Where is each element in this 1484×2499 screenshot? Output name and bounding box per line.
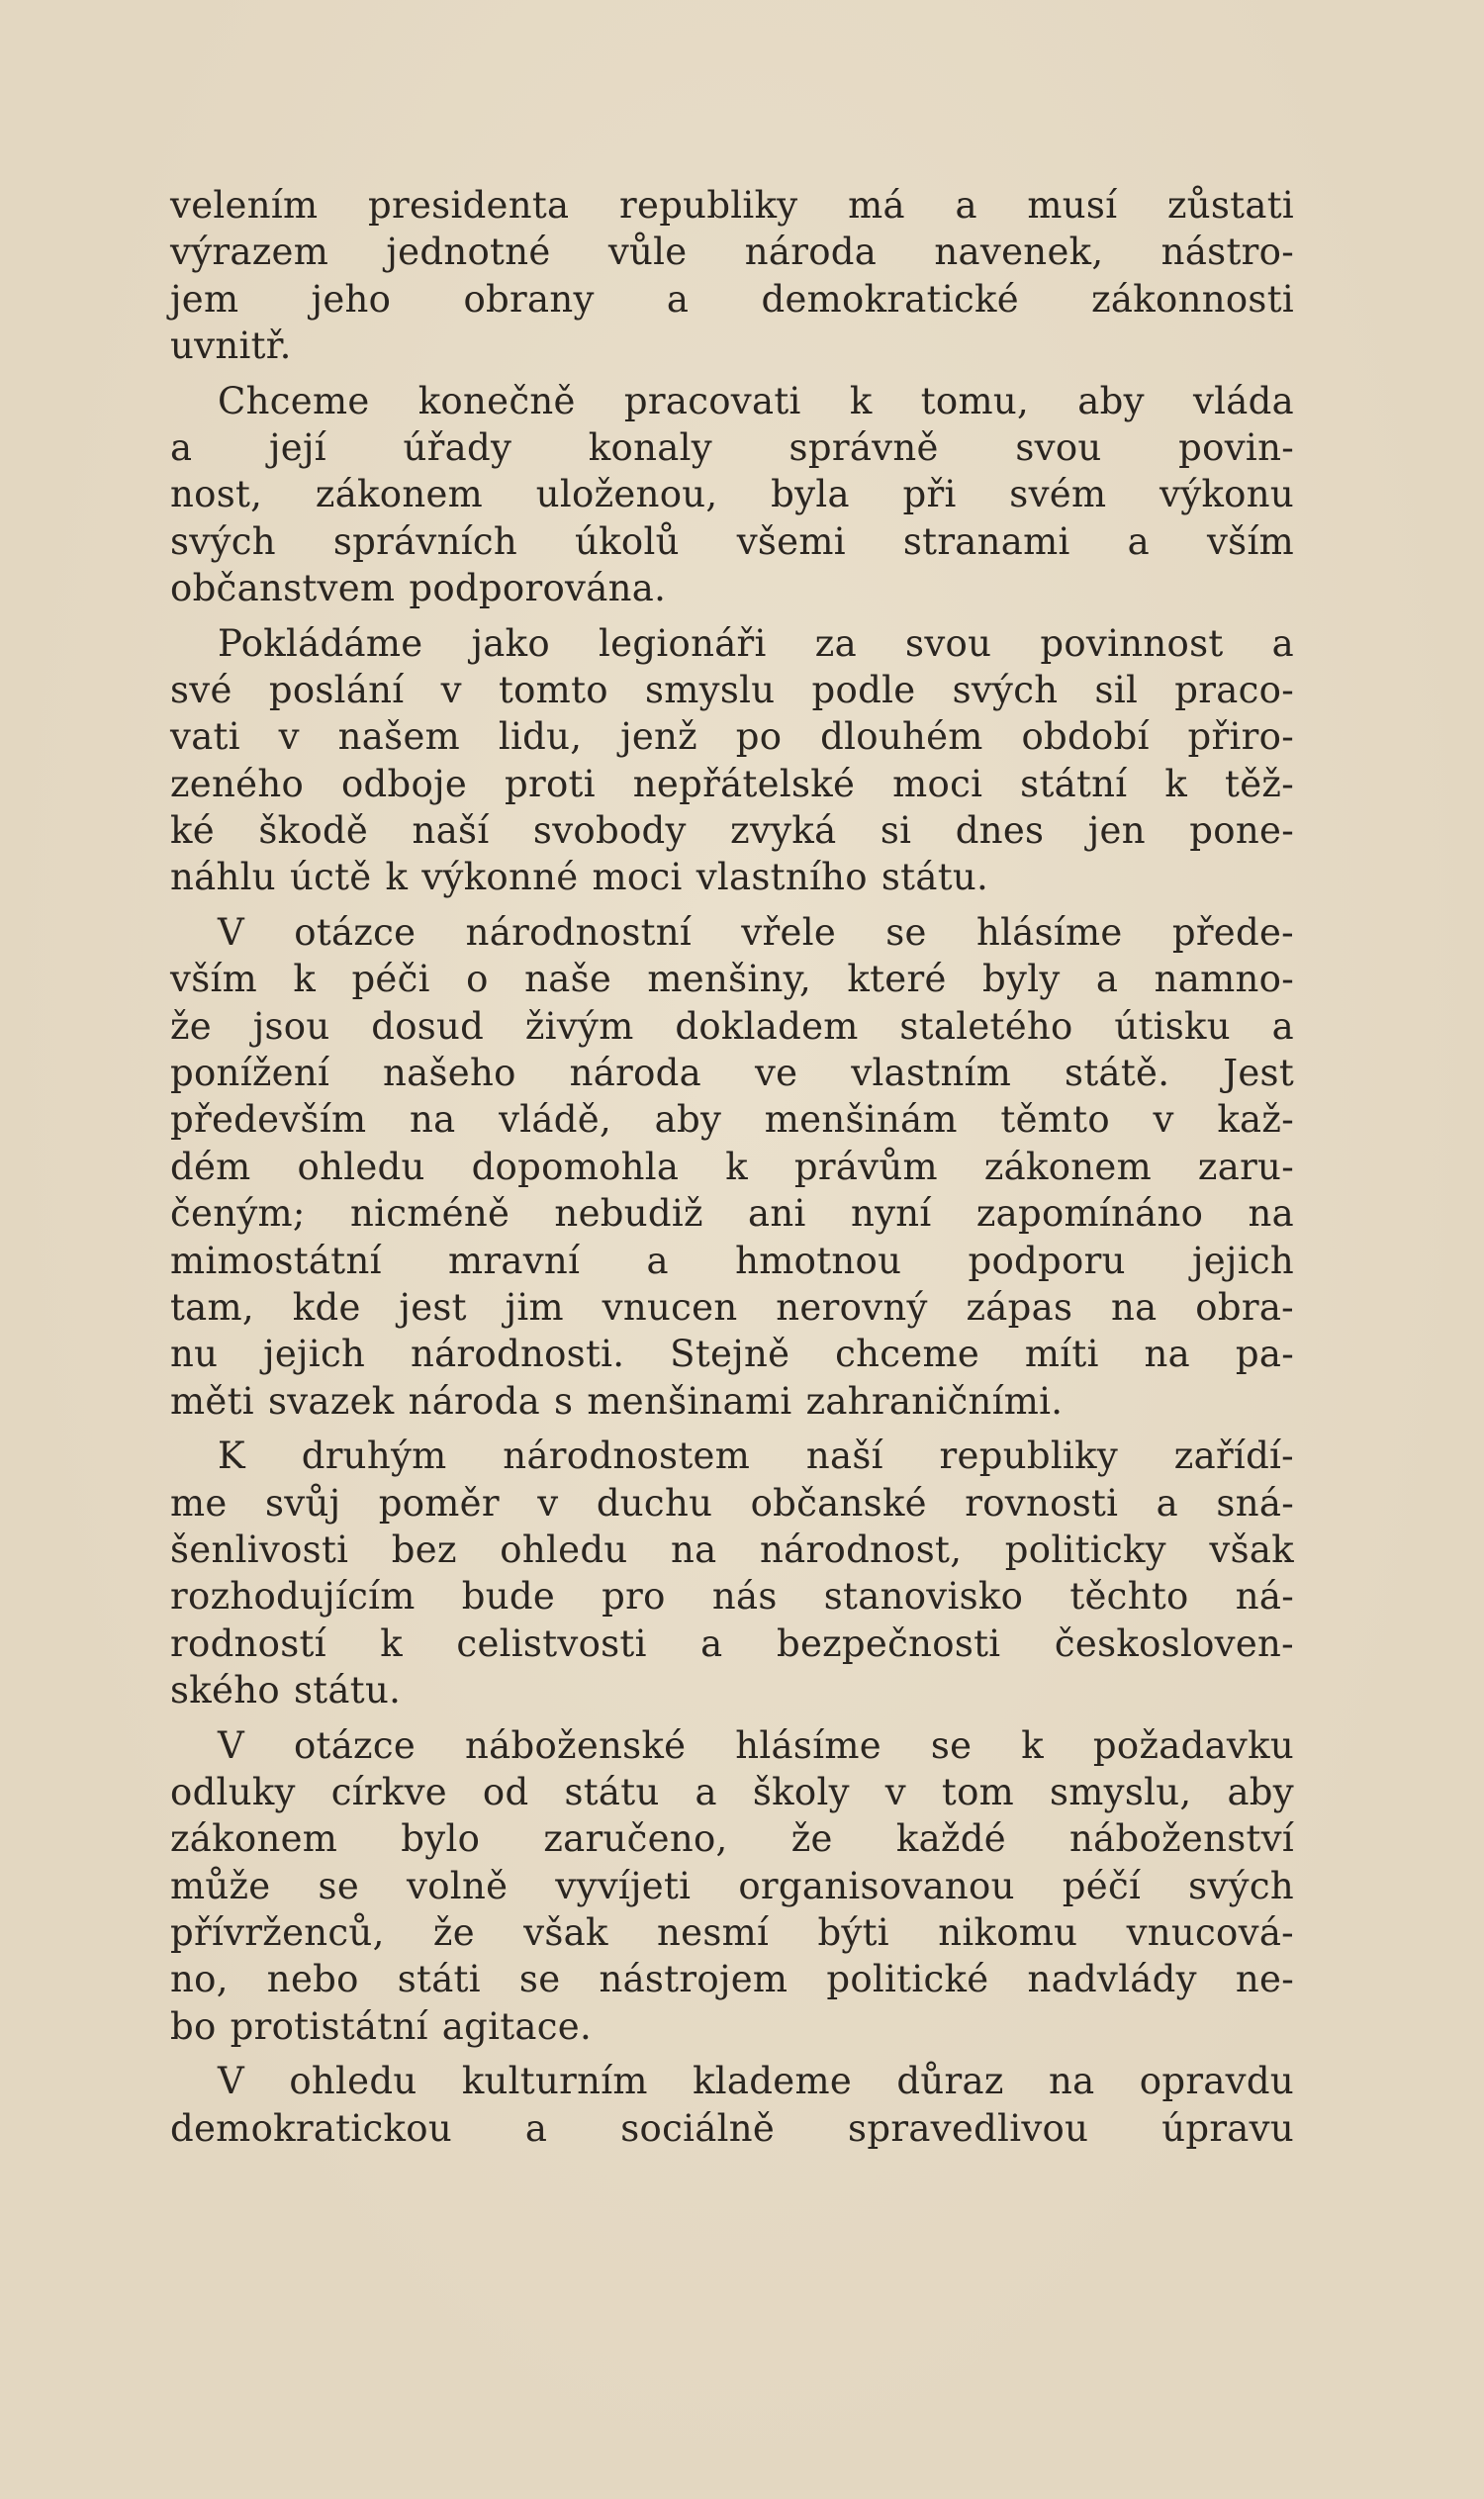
text-line: dém ohledu dopomohla k právům zákonem zaru-: [170, 1145, 1294, 1188]
text-line: čeným; nicméně nebudiž ani nyní zapomínáno na: [170, 1192, 1294, 1236]
text-line: a její úřady konaly správně svou povin-: [170, 425, 1294, 469]
text-line: občanstvem podporována.: [170, 567, 667, 610]
text-line: rodností k celistvosti a bezpečnosti českosloven-: [170, 1621, 1294, 1665]
text-line: zeného odboje proti nepřátelské moci státní k těž-: [170, 762, 1294, 805]
text-line: velením presidenta republiky má a musí zůstati: [170, 184, 1294, 227]
text-line: může se volně vyvíjeti organisovanou péčí svých: [170, 1864, 1294, 1907]
text-line: ského státu.: [170, 1669, 402, 1712]
text-line: že jsou dosud živým dokladem staletého útisku a: [170, 1004, 1294, 1048]
paragraph: [170, 378, 1294, 612]
text-line: V otázce národnostní vřele se hlásíme přede-: [218, 910, 1294, 954]
paragraph: [170, 1722, 1294, 2051]
text-line: Pokládáme jako legionáři za svou povinnost a: [218, 621, 1294, 665]
text-line: ké škodě naší svobody zvyká si dnes jen pone-: [170, 809, 1294, 853]
text-line: ponížení našeho národa ve vlastním státě. Jest: [170, 1052, 1294, 1095]
text-line: zákonem bylo zaručeno, že každé náboženství: [170, 1817, 1294, 1861]
text-line: nost, zákonem uloženou, byla při svém výkonu: [170, 473, 1294, 516]
paragraph: [170, 2058, 1294, 2152]
text-line: rozhodujícím bude pro nás stanovisko těchto ná-: [170, 1575, 1294, 1619]
text-line: vati v našem lidu, jenž po dlouhém období přiro-: [170, 715, 1294, 759]
text-line: především na vládě, aby menšinám těmto v kaž-: [170, 1098, 1294, 1142]
text-line: svých správních úkolů všemi stranami a vším: [170, 519, 1294, 563]
text-line: své poslání v tomto smyslu podle svých sil praco-: [170, 668, 1294, 711]
text-line: no, nebo státi se nástrojem politické nadvlády ne-: [170, 1958, 1294, 2001]
paragraph: [170, 909, 1294, 1425]
paragraph: [170, 182, 1294, 370]
text-line: šenlivosti bez ohledu na národnost, politicky však: [170, 1527, 1294, 1571]
text-line: V otázce náboženské hlásíme se k požadavku: [218, 1723, 1294, 1767]
text-line: jem jeho obrany a demokratické zákonnosti: [170, 277, 1294, 321]
text-line: V ohledu kulturním klademe důraz na opravdu: [218, 2060, 1294, 2103]
text-line: náhlu úctě k výkonné moci vlastního státu.: [170, 856, 989, 899]
text-line: me svůj poměr v duchu občanské rovnosti a sná-: [170, 1481, 1294, 1525]
text-line: Chceme konečně pracovati k tomu, aby vláda: [218, 379, 1294, 422]
text-line: měti svazek národa s menšinami zahraničními.: [170, 1379, 1064, 1423]
text-line: demokratickou a sociálně spravedlivou úpravu: [170, 2106, 1294, 2150]
text-line: přívrženců, že však nesmí býti nikomu vnucová-: [170, 1911, 1294, 1955]
text-line: K druhým národnostem naší republiky zařídí-: [218, 1435, 1294, 1478]
text-line: nu jejich národnosti. Stejně chceme míti na pa-: [170, 1333, 1294, 1376]
text-line: odluky církve od státu a školy v tom smyslu, aby: [170, 1770, 1294, 1813]
text-line: vším k péči o naše menšiny, které byly a namno-: [170, 958, 1294, 1001]
text-line: uvnitř.: [170, 324, 292, 368]
text-line: mimostátní mravní a hmotnou podporu jejich: [170, 1239, 1294, 1282]
paragraph: [170, 620, 1294, 901]
paragraph: [170, 1433, 1294, 1713]
text-line: tam, kde jest jim vnucen nerovný zápas na obra-: [170, 1285, 1294, 1329]
page-text: [170, 182, 1294, 2160]
text-line: výrazem jednotné vůle národa navenek, nástro-: [170, 231, 1294, 274]
text-line: bo protistátní agitace.: [170, 2004, 593, 2048]
